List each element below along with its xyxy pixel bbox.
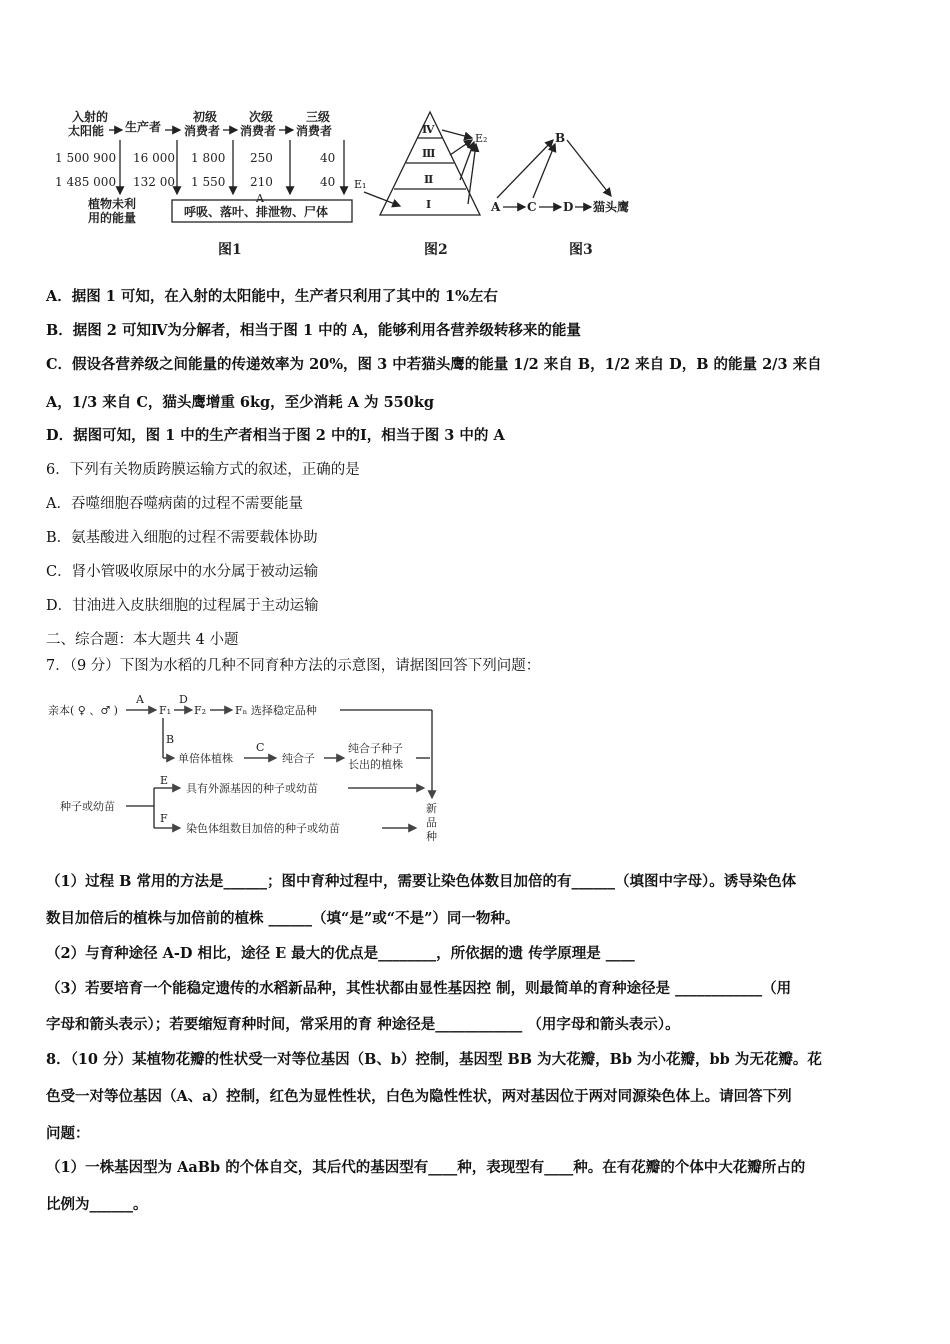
figure-1	[50, 100, 360, 265]
fig1-r2-c4: 210	[250, 175, 273, 189]
diag-label-f: F	[160, 812, 168, 825]
fig3-node-b: B	[555, 131, 566, 145]
diag-pure: 纯合子	[282, 752, 315, 765]
q7-p3-line1: （3）若要培育一个能稳定遗传的水稻新品种，其性状都由显性基因控 制，则最简单的育种途径是 ____________（用	[46, 980, 792, 997]
fig1-r1-c3: 1 800	[191, 151, 226, 165]
q8-p1-line1: （1）一株基因型为 AaBb 的个体自交，其后代的基因型有____种，表现型有____种。在有花瓣的个体中大花瓣所占的	[46, 1159, 806, 1176]
fig1-r1-c4: 250	[250, 151, 273, 165]
fig1-r2-c3: 1 550	[191, 175, 226, 189]
fig2-level-4: Ⅳ	[422, 123, 435, 136]
fig1-r2-c1: 1 485 000	[55, 175, 117, 189]
diag-label-d: D	[179, 693, 188, 706]
header-tertiary-2: 消费者	[296, 124, 333, 138]
q7-p2: （2）与育种途径 A-D 相比，途径 E 最大的优点是________，所依据的遗 传学原理是 ____	[46, 945, 635, 962]
q8-p1-line2: 比例为______。	[46, 1196, 148, 1213]
diag-f2: F₂	[194, 704, 207, 717]
fig2-level-1: Ⅰ	[426, 198, 432, 211]
diag-label-a: A	[136, 693, 144, 706]
diag-f1: F₁	[159, 704, 172, 717]
diag-new-1: 新	[426, 802, 437, 815]
fig1-box-label: 呼吸、落叶、排泄物、尸体	[184, 205, 329, 219]
breeding-diagram	[46, 688, 466, 848]
fig3-node-d: D	[563, 200, 574, 214]
fig1-r2-c5: 40	[320, 175, 336, 189]
diag-label-e: E	[160, 774, 169, 787]
q5-option-d: D．据图可知，图 1 中的生产者相当于图 2 中的Ⅰ，相当于图 3 中的 A	[46, 427, 505, 444]
q8-line1: 8．（10 分）某植物花瓣的性状受一对等位基因（B、b）控制，基因型 BB 为大花瓣，Bb 为小花瓣，bb 为无花瓣。花	[46, 1051, 822, 1068]
q8-line3: 问题：	[46, 1125, 90, 1142]
fig1-r2-c2: 132 00	[133, 175, 175, 189]
section-heading: 二、综合题：本大题共 4 小题	[46, 632, 239, 648]
header-secondary-1: 次级	[249, 110, 274, 124]
q6-option-a: A．吞噬细胞吞噬病菌的过程不需要能量	[46, 496, 303, 512]
q5-option-a: A．据图 1 可知，在入射的太阳能中，生产者只利用了其中的 1%左右	[46, 288, 498, 305]
diag-pure-seed-1: 纯合子种子	[348, 742, 403, 755]
fig2-e2: E₂	[475, 132, 488, 145]
header-incident-1: 入射的	[72, 110, 109, 124]
diag-label-b: B	[166, 733, 175, 746]
diag-parent: 亲本( ♀ 、♂ )	[48, 704, 118, 717]
fig3-node-a: A	[491, 200, 501, 214]
fig2-level-2: Ⅱ	[424, 173, 434, 186]
header-tertiary-1: 三级	[306, 110, 331, 124]
header-primary-2: 消费者	[184, 124, 221, 138]
fig1-unused-1: 植物未利	[88, 197, 137, 211]
fig3-node-owl: 猫头鹰	[593, 200, 630, 214]
fig1-r1-c2: 16 000	[133, 151, 175, 165]
diag-pure-seed-2: 长出的植株	[348, 758, 403, 771]
fig3-caption: 图3	[569, 242, 593, 258]
q5-option-c-line1: C．假设各营养级之间能量的传递效率为 20%，图 3 中若猫头鹰的能量 1/2 来自 B，1/2 来自 D，B 的能量 2/3 来自	[46, 356, 822, 373]
header-incident-2: 太阳能	[68, 124, 105, 138]
diag-new-2: 品	[426, 816, 437, 829]
fig2-caption: 图2	[424, 242, 448, 258]
fig2-e1: E₁	[354, 178, 367, 191]
fig1-caption: 图1	[218, 242, 242, 258]
q6-option-c: C．肾小管吸收原尿中的水分属于被动运输	[46, 564, 319, 580]
q6-option-d: D．甘油进入皮肤细胞的过程属于主动运输	[46, 598, 319, 614]
q7-stem: 7．（9 分）下图为水稻的几种不同育种方法的示意图，请据图回答下列问题：	[46, 658, 541, 674]
diag-doubled: 染色体组数目加倍的种子或幼苗	[186, 822, 340, 835]
q7-p3-line2: 字母和箭头表示）；若要缩短育种时间，常采用的育 种途径是____________ （用字母和箭头表示）。	[46, 1016, 680, 1033]
diag-fn: Fₙ 选择稳定品种	[235, 704, 317, 717]
fig2-level-3: Ⅲ	[422, 147, 436, 160]
q5-option-b: B．据图 2 可知Ⅳ为分解者，相当于图 1 中的 A，能够利用各营养级转移来的能量	[46, 322, 581, 339]
figure-3	[485, 100, 655, 265]
q6-option-b: B．氨基酸进入细胞的过程不需要载体协助	[46, 530, 318, 546]
fig1-r1-c5: 40	[320, 151, 336, 165]
header-secondary-2: 消费者	[240, 124, 277, 138]
fig3-node-c: C	[527, 200, 537, 214]
diag-label-c: C	[256, 741, 265, 754]
q8-line2: 色受一对等位基因（A、a）控制，红色为显性性状，白色为隐性性状，两对基因位于两对同源染色体上。请回答下列	[46, 1088, 792, 1105]
q6-stem: 6．下列有关物质跨膜运输方式的叙述，正确的是	[46, 462, 360, 478]
diag-foreign: 具有外源基因的种子或幼苗	[186, 782, 318, 795]
fig1-unused-2: 用的能量	[88, 211, 137, 225]
header-producer: 生产者	[125, 120, 162, 134]
q5-option-c-line2: A，1/3 来自 C，猫头鹰增重 6kg，至少消耗 A 为 550kg	[46, 394, 435, 411]
fig1-box-letter: A	[256, 192, 264, 205]
header-primary-1: 初级	[193, 110, 218, 124]
q7-p1-line1: （1）过程 B 常用的方法是______；图中育种过程中，需要让染色体数目加倍的有______（填图中字母）。诱导染色体	[46, 873, 797, 890]
figure-2	[350, 100, 500, 265]
diag-haploid: 单倍体植株	[178, 752, 233, 765]
q7-p1-line2: 数目加倍后的植株与加倍前的植株 ______（填“是”或“不是”）同一物种。	[46, 910, 520, 927]
diag-seed: 种子或幼苗	[60, 800, 115, 813]
fig1-r1-c1: 1 500 900	[55, 151, 117, 165]
diag-new-3: 种	[426, 830, 437, 843]
